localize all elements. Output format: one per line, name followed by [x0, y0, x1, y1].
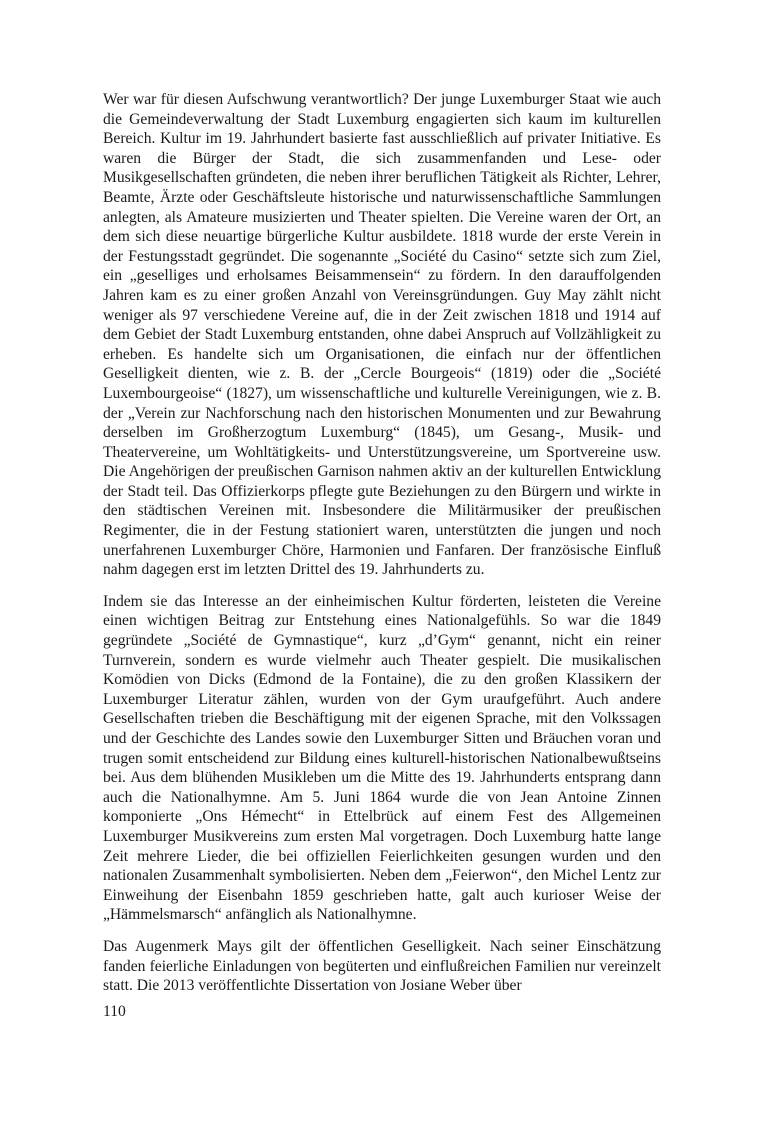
- page-number: 110: [103, 1003, 126, 1020]
- body-text: [103, 90, 661, 1008]
- paragraph-3: Das Augenmerk Mays gilt der öffentlichen Geselligkeit. Nach seiner Einschätzung fanden feierliche Einladungen von begüterten und einflußreichen Familien nur vereinzelt statt. Die 2013 veröffentlichte Dissertation von Josiane Weber über: [103, 937, 661, 995]
- paragraph-1: Wer war für diesen Aufschwung verantwortlich? Der junge Luxemburger Staat wie auch die Gemeindeverwaltung der Stadt Luxemburg engagierten sich kaum im kulturellen Bereich. Kultur im 19. Jahrhundert basierte fast ausschließlich auf privater Initiative. Es waren die Bürger der Stadt, die sich zusammenfanden und Lese- oder Musikgesellschaften gründeten, die neben ihrer beruflichen Tätigkeit als Richter, Lehrer, Beamte, Ärzte oder Geschäftsleute historische und naturwissenschaftliche Sammlungen anlegten, als Amateure musizierten und Theater spielten. Die Vereine waren der Ort, an dem sich diese neuartige bürgerliche Kultur ausbildete. 1818 wurde der erste Verein in der Festungsstadt gegründet. Die sogenannte „Société du Casino“ setzte sich zum Ziel, ein „geselliges und erholsames Beisammensein“ zu fördern. In den darauffolgenden Jahren kam es zu einer großen Anzahl von Vereinsgründungen. Guy May zählt nicht weniger als 97 verschiedene Vereine auf, die in der Zeit zwischen 1818 und 1914 auf dem Gebiet der Stadt Luxemburg entstanden, ohne dabei Anspruch auf Vollzähligkeit zu erheben. Es handelte sich um Organisationen, die einfach nur der öffentlichen Geselligkeit dienten, wie z. B. der „Cercle Bourgeois“ (1819) oder die „Société Luxembourgeoise“ (1827), um wissenschaftliche und kulturelle Vereinigungen, wie z. B. der „Verein zur Nachforschung nach den historischen Monumenten und zur Bewahrung derselben im Großherzogtum Luxemburg“ (1845), um Gesang-, Musik- und Theatervereine, um Wohltätigkeits- und Unterstützungsvereine, um Sportvereine usw. Die Angehörigen der preußischen Garnison nahmen aktiv an der kulturellen Entwicklung der Stadt teil. Das Offizierkorps pflegte gute Beziehungen zu den Bürgern und wirkte in den städtischen Vereinen mit. Insbesondere die Militärmusiker der preußischen Regimenter, die in der Festung stationiert waren, unterstützten die jungen und noch unerfahrenen Luxemburger Chöre, Harmonien und Fanfaren. Der französische Einfluß nahm dagegen erst im letzten Drittel des 19. Jahrhunderts zu.: [103, 91, 661, 579]
- paragraph-2: Indem sie das Interesse an der einheimischen Kultur förderten, leisteten die Vereine einen wichtigen Beitrag zur Entstehung eines Nationalgefühls. So war die 1849 gegründete „Société de Gymnastique“, kurz „d’Gym“ genannt, nicht ein reiner Turnverein, sondern es wurde vielmehr auch Theater gespielt. Die musikalischen Komödien von Dicks (Edmond de la Fontaine), die zu den großen Klassikern der Luxemburger Literatur zählen, wurden von der Gym uraufgeführt. Auch andere Gesellschaften trieben die Beschäftigung mit der eigenen Sprache, mit den Volkssagen und der Geschichte des Landes sowie den Luxemburger Sitten und Bräuchen voran und trugen somit entscheidend zur Bildung eines kulturell-historischen Nationalbewußtseins bei. Aus dem blühenden Musikleben um die Mitte des 19. Jahrhunderts entsprang dann auch die Nationalhymne. Am 5. Juni 1864 wurde die von Jean Antoine Zinnen komponierte „Ons Hémecht“ in Ettelbrück auf einem Fest des Allgemeinen Luxemburger Musikvereins zum ersten Mal vorgetragen. Doch Luxemburg hatte lange Zeit mehrere Lieder, die bei offiziellen Feierlichkeiten gesungen wurden und den nationalen Zusammenhalt symbolisierten. Neben dem „Feierwon“, den Michel Lentz zur Einweihung der Eisenbahn 1859 geschrieben hatte, galt auch kurioser Weise der „Hämmelsmarsch“ anfänglich als Nationalhymne.: [103, 592, 661, 924]
